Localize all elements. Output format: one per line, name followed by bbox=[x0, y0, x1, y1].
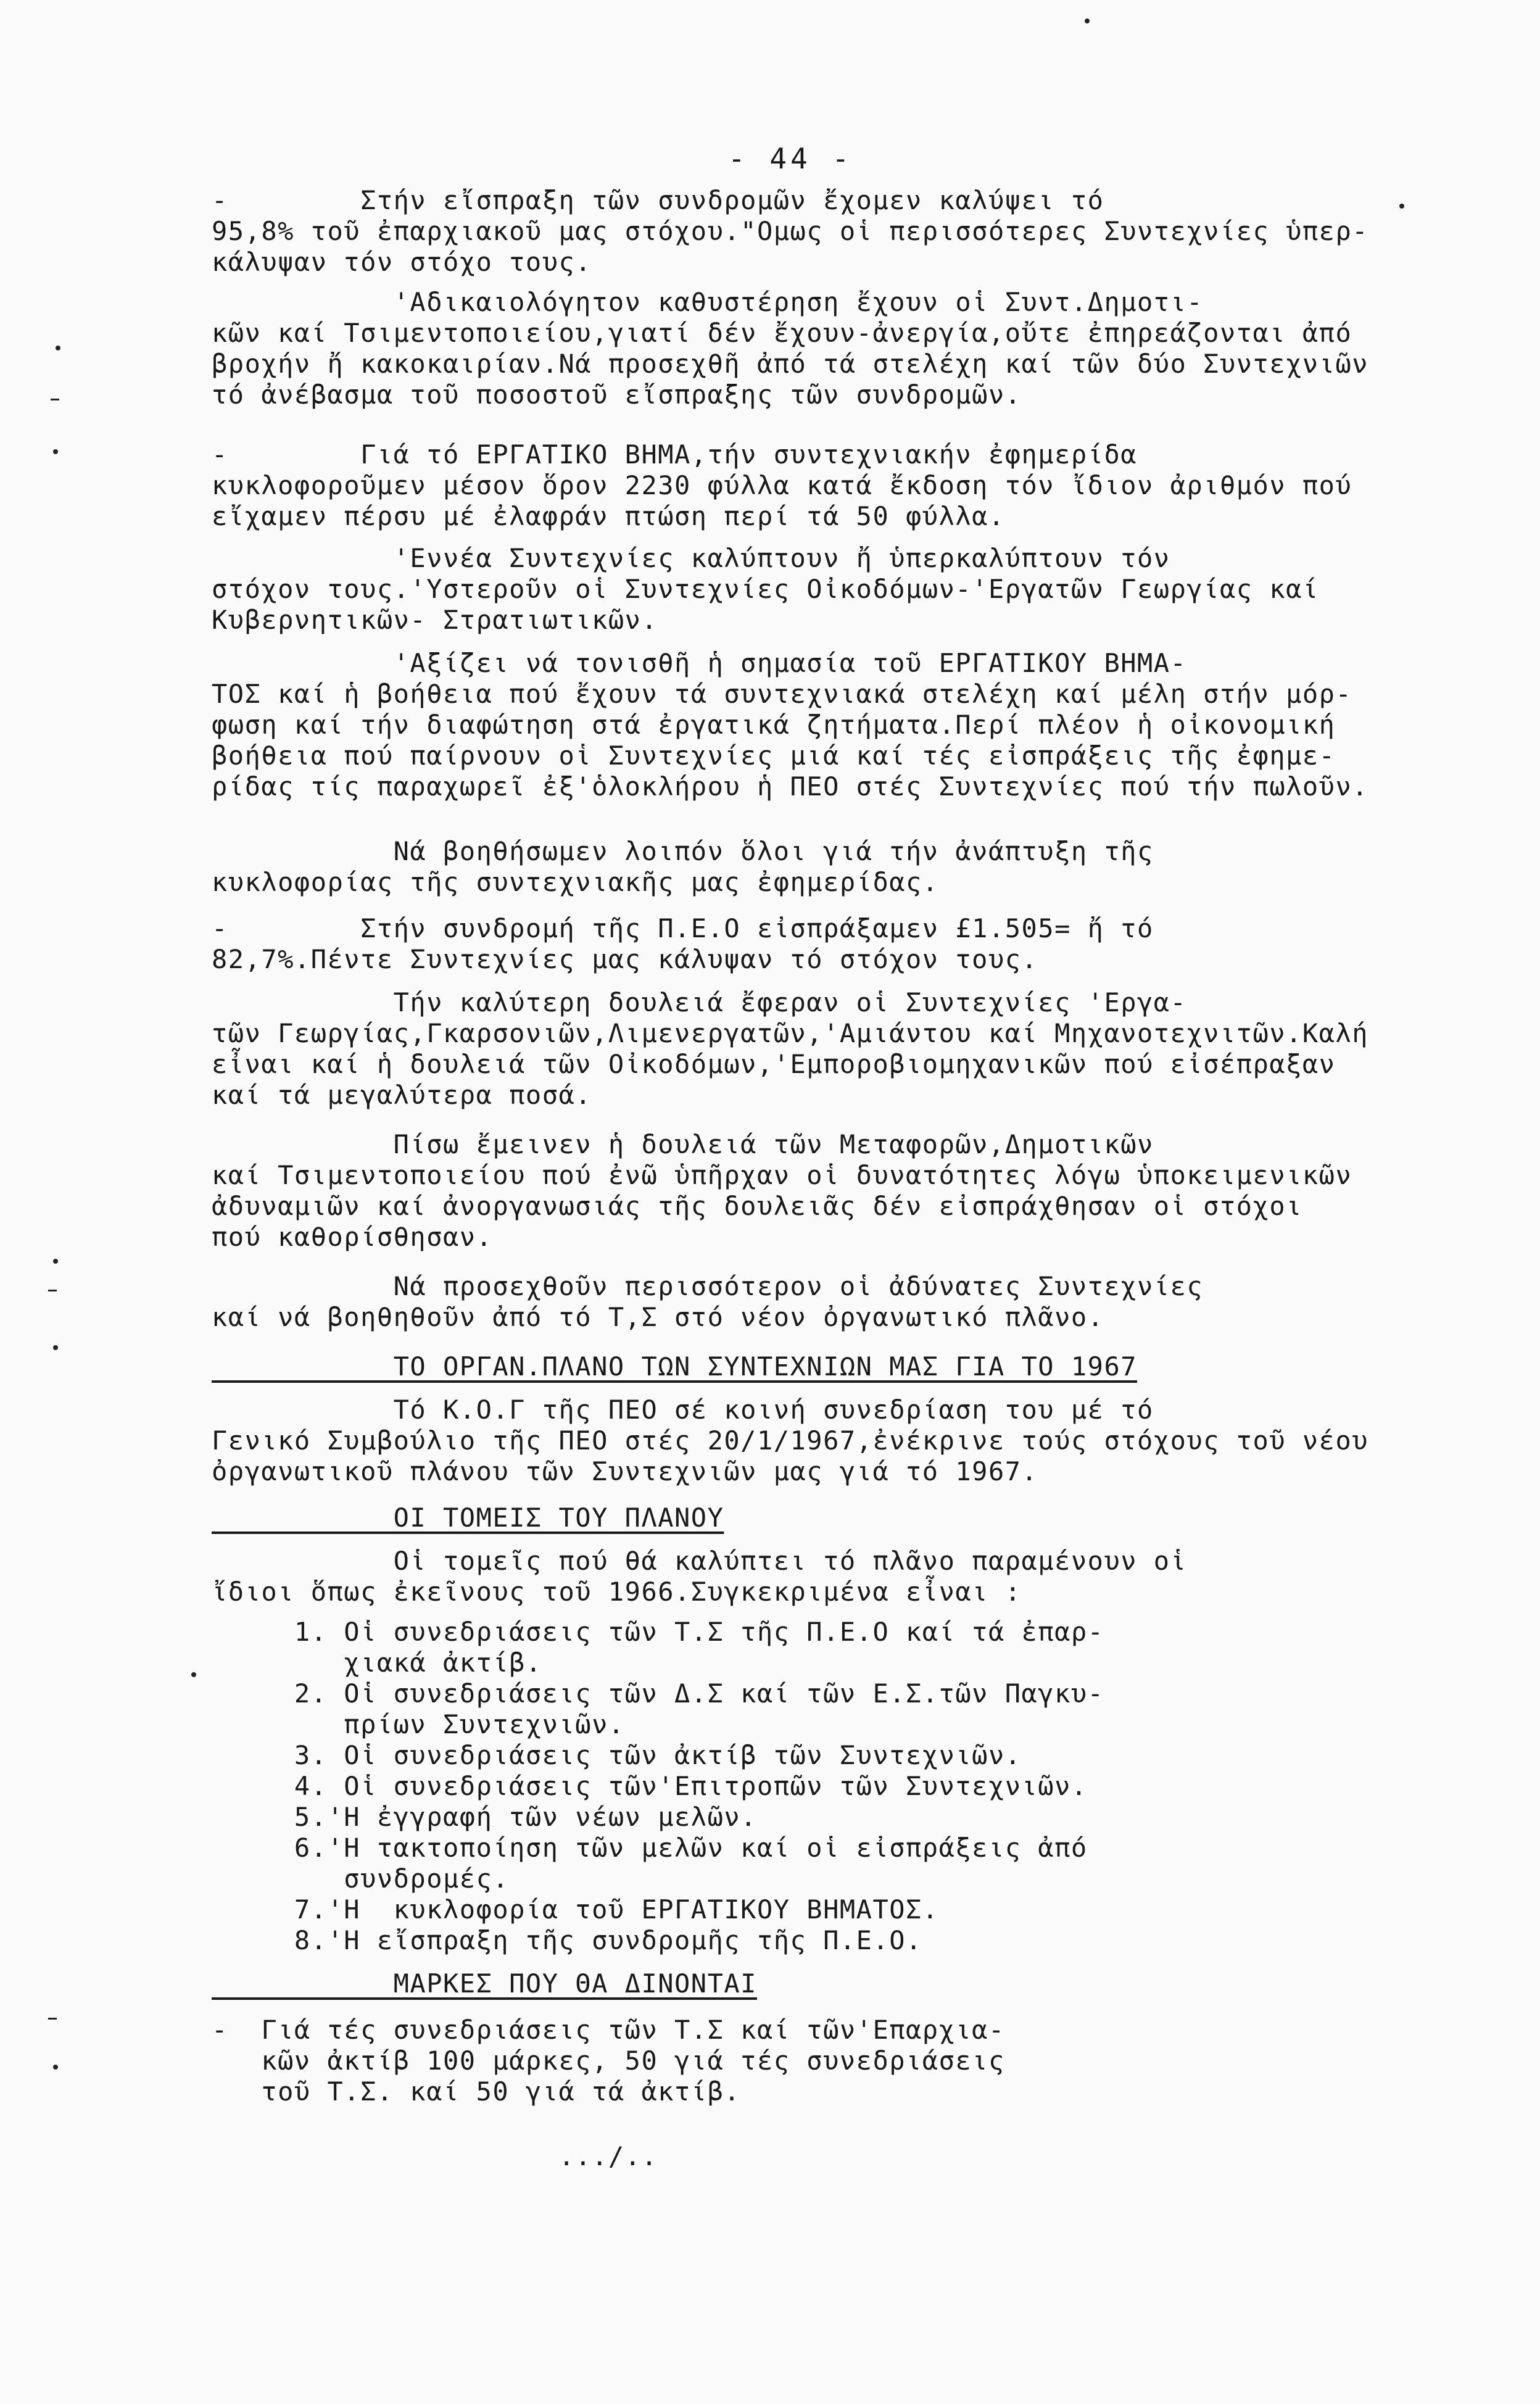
scan-mark bbox=[48, 1290, 57, 1291]
text-line: Κυβερνητικῶν- Στρατιωτικῶν. bbox=[212, 605, 658, 635]
text-line: 4. Οἱ συνεδριάσεις τῶν'Επιτροπῶν τῶν Συντεχνιῶν. bbox=[212, 1771, 1088, 1801]
text-line: ὀργανωτικοῦ πλάνου τῶν Συντεχνιῶν μας γιά τό 1967. bbox=[212, 1456, 1038, 1486]
text-line: - Στήν εἴσπραξη τῶν συνδρομῶν ἔχομεν καλύψει τό bbox=[212, 185, 1104, 215]
scan-speck bbox=[53, 2065, 58, 2070]
text-line: 95,8% τοῦ ἐπαρχιακοῦ μας στόχου."Ομως οἱ περισσότερες Συντεχνίες ὑπερ- bbox=[212, 216, 1369, 246]
text-line: βροχήν ἤ κακοκαιρίαν.Νά προσεχθῆ ἀπό τά στελέχη καί τῶν δύο Συντεχνιῶν bbox=[212, 349, 1369, 379]
text-line: τό ἀνέβασμα τοῦ ποσοστοῦ εἴσπραξης τῶν συνδρομῶν. bbox=[212, 379, 1022, 410]
text-line: 2. Οἱ συνεδριάσεις τῶν Δ.Σ καί τῶν Ε.Σ.τῶν Παγκυ- bbox=[212, 1678, 1104, 1709]
section-heading: ΤΟ ΟΡΓΑΝ.ΠΛΑΝΟ ΤΩΝ ΣΥΝΤΕΧΝΙΩΝ ΜΑΣ ΓΙΑ ΤΟ 1967 bbox=[212, 1351, 1138, 1382]
text-line: εἴχαμεν πέρσυ μέ ἐλαφράν πτώση περί τά 50 φύλλα. bbox=[212, 501, 1005, 531]
text-line: Οἱ τομεῖς πού θά καλύπτει τό πλᾶνο παραμένουν οἱ bbox=[212, 1546, 1187, 1576]
section-heading: ΜΑΡΚΕΣ ΠΟΥ ΘΑ ΔΙΝΟΝΤΑΙ bbox=[212, 1968, 757, 1999]
text-line: συνδρομές. bbox=[212, 1863, 510, 1894]
text-line: χιακά ἀκτίβ. bbox=[212, 1648, 542, 1678]
text-line: καί Τσιμεντοποιείου πού ἐνῶ ὑπῆρχαν οἱ δυνατότητες λόγω ὑποκειμενικῶν bbox=[212, 1160, 1352, 1190]
section-heading: ΟΙ ΤΟΜΕΙΣ ΤΟΥ ΠΛΑΝΟΥ bbox=[212, 1502, 724, 1533]
text-line: 6.'Η τακτοποίηση τῶν μελῶν καί οἱ εἰσπράξεις ἀπό bbox=[212, 1833, 1088, 1863]
scan-mark bbox=[51, 399, 59, 400]
scan-speck bbox=[56, 346, 60, 350]
scan-speck bbox=[1085, 19, 1090, 23]
text-line: Γενικό Συμβούλιο τῆς ΠΕΟ στές 20/1/1967,ἐνέκρινε τούς στόχους τοῦ νέου bbox=[212, 1425, 1369, 1456]
text-line: - Γιά τό ΕΡΓΑΤΙΚΟ ΒΗΜΑ,τήν συντεχνιακήν ἐφημερίδα bbox=[212, 439, 1138, 470]
text-line: φωση καί τήν διαφώτηση στά ἐργατικά ζητήματα.Περί πλέον ἡ οἰκονομική bbox=[212, 710, 1336, 740]
text-line: ἀδυναμιῶν καί ἀνοργανωσιάς τῆς δουλειᾶς δέν εἰσπράχθησαν οἱ στόχοι bbox=[212, 1191, 1302, 1221]
text-line: τῶν Γεωργίας,Γκαρσονιῶν,Λιμενεργατῶν,'Αμιάντου καί Μηχανοτεχνιτῶν.Καλή bbox=[212, 1018, 1369, 1048]
text-line: καί τά μεγαλύτερα ποσά. bbox=[212, 1080, 592, 1110]
text-line: Νά βοηθήσωμεν λοιπόν ὅλοι γιά τήν ἀνάπτυξη τῆς bbox=[212, 836, 1154, 866]
scan-speck bbox=[1399, 204, 1404, 209]
text-line: 1. Οἱ συνεδριάσεις τῶν Τ.Σ τῆς Π.Ε.Ο καί τά ἐπαρ- bbox=[212, 1617, 1104, 1647]
scan-speck bbox=[53, 1345, 58, 1350]
text-line: κῶν καί Τσιμεντοποιείου,γιατί δέν ἔχουν-ἀνεργία,οὔτε ἐπηρεάζονται ἀπό bbox=[212, 318, 1352, 348]
text-line: κυκλοφορίας τῆς συντεχνιακῆς μας ἐφημερίδας. bbox=[212, 867, 939, 897]
text-line: 82,7%.Πέντε Συντεχνίες μας κάλυψαν τό στόχον τους. bbox=[212, 944, 1038, 974]
text-line: πού καθορίσθησαν. bbox=[212, 1222, 493, 1252]
text-line: κυκλοφοροῦμεν μέσον ὅρον 2230 φύλλα κατά ἔκδοση τόν ἴδιον ἀριθμόν πού bbox=[212, 470, 1352, 500]
text-line: ρίδας τίς παραχωρεῖ ἐξ'ὁλοκλήρου ἡ ΠΕΟ στές Συντεχνίες πού τήν πωλοῦν. bbox=[212, 771, 1369, 802]
page-number: - 44 - bbox=[728, 142, 853, 175]
scan-mark bbox=[48, 2018, 57, 2020]
text-line: ἴδιοι ὅπως ἐκεῖνους τοῦ 1966.Συγκεκριμένα εἶναι : bbox=[212, 1577, 1022, 1607]
text-line: Νά προσεχθοῦν περισσότερον οἱ ἀδύνατες Συντεχνίες bbox=[212, 1271, 1204, 1301]
text-line: Πίσω ἔμεινεν ἡ δουλειά τῶν Μεταφορῶν,Δημοτικῶν bbox=[212, 1129, 1154, 1159]
text-line: 7.'Η κυκλοφορία τοῦ ΕΡΓΑΤΙΚΟΥ ΒΗΜΑΤΟΣ. bbox=[212, 1894, 939, 1925]
text-line: .../.. bbox=[212, 2141, 658, 2171]
scan-speck bbox=[53, 1259, 58, 1264]
text-line: κάλυψαν τόν στόχο τους. bbox=[212, 247, 592, 277]
text-line: 5.'Η ἐγγραφή τῶν νέων μελῶν. bbox=[212, 1802, 757, 1832]
scan-speck bbox=[53, 449, 58, 454]
text-line: κῶν ἀκτίβ 100 μάρκες, 50 γιά τές συνεδριάσεις bbox=[212, 2045, 1005, 2076]
text-line: βοήθεια πού παίρνουν οἱ Συντεχνίες μιά καί τές εἰσπράξεις τῆς ἐφημε- bbox=[212, 740, 1336, 771]
text-line: Τό Κ.Ο.Γ τῆς ΠΕΟ σέ κοινή συνεδρίαση του μέ τό bbox=[212, 1395, 1154, 1425]
text-line: πρίων Συντεχνιῶν. bbox=[212, 1709, 625, 1739]
text-line: - Γιά τές συνεδριάσεις τῶν Τ.Σ καί τῶν'Επαρχια- bbox=[212, 2015, 1005, 2045]
text-line: τοῦ Τ.Σ. καί 50 γιά τά ἀκτίβ. bbox=[212, 2076, 741, 2107]
text-line: 'Εννέα Συντεχνίες καλύπτουν ἤ ὑπερκαλύπτουν τόν bbox=[212, 543, 1170, 573]
text-line: - Στήν συνδρομή τῆς Π.Ε.Ο εἰσπράξαμεν £1.505= ἤ τό bbox=[212, 913, 1154, 943]
text-line: 8.'Η εἴσπραξη τῆς συνδρομῆς τῆς Π.Ε.Ο. bbox=[212, 1925, 922, 1955]
text-line: καί νά βοηθηθοῦν ἀπό τό Τ,Σ στό νέον ὀργανωτικό πλᾶνο. bbox=[212, 1302, 1104, 1332]
scan-speck bbox=[191, 1672, 196, 1677]
text-line: Τήν καλύτερη δουλειά ἔφεραν οἱ Συντεχνίες 'Εργα- bbox=[212, 987, 1187, 1018]
text-line: ΤΟΣ καί ἡ βοήθεια πού ἔχουν τά συντεχνιακά στελέχη καί μέλη στήν μόρ- bbox=[212, 679, 1352, 709]
text-line: στόχον τους.'Υστεροῦν οἱ Συντεχνίες Οἰκοδόμων-'Εργατῶν Γεωργίας καί bbox=[212, 574, 1319, 604]
text-line: 'Αξίζει νά τονισθῆ ἡ σημασία τοῦ ΕΡΓΑΤΙΚΟΥ ΒΗΜΑ- bbox=[212, 648, 1187, 678]
text-line: 'Αδικαιολόγητον καθυστέρηση ἔχουν οἱ Συντ.Δημοτι- bbox=[212, 287, 1204, 317]
text-line: εἶναι καί ἡ δουλειά τῶν Οἰκοδόμων,'Εμποροβιομηχανικῶν πού εἰσέπραξαν bbox=[212, 1049, 1336, 1079]
text-line: 3. Οἱ συνεδριάσεις τῶν ἀκτίβ τῶν Συντεχνιῶν. bbox=[212, 1740, 1022, 1770]
